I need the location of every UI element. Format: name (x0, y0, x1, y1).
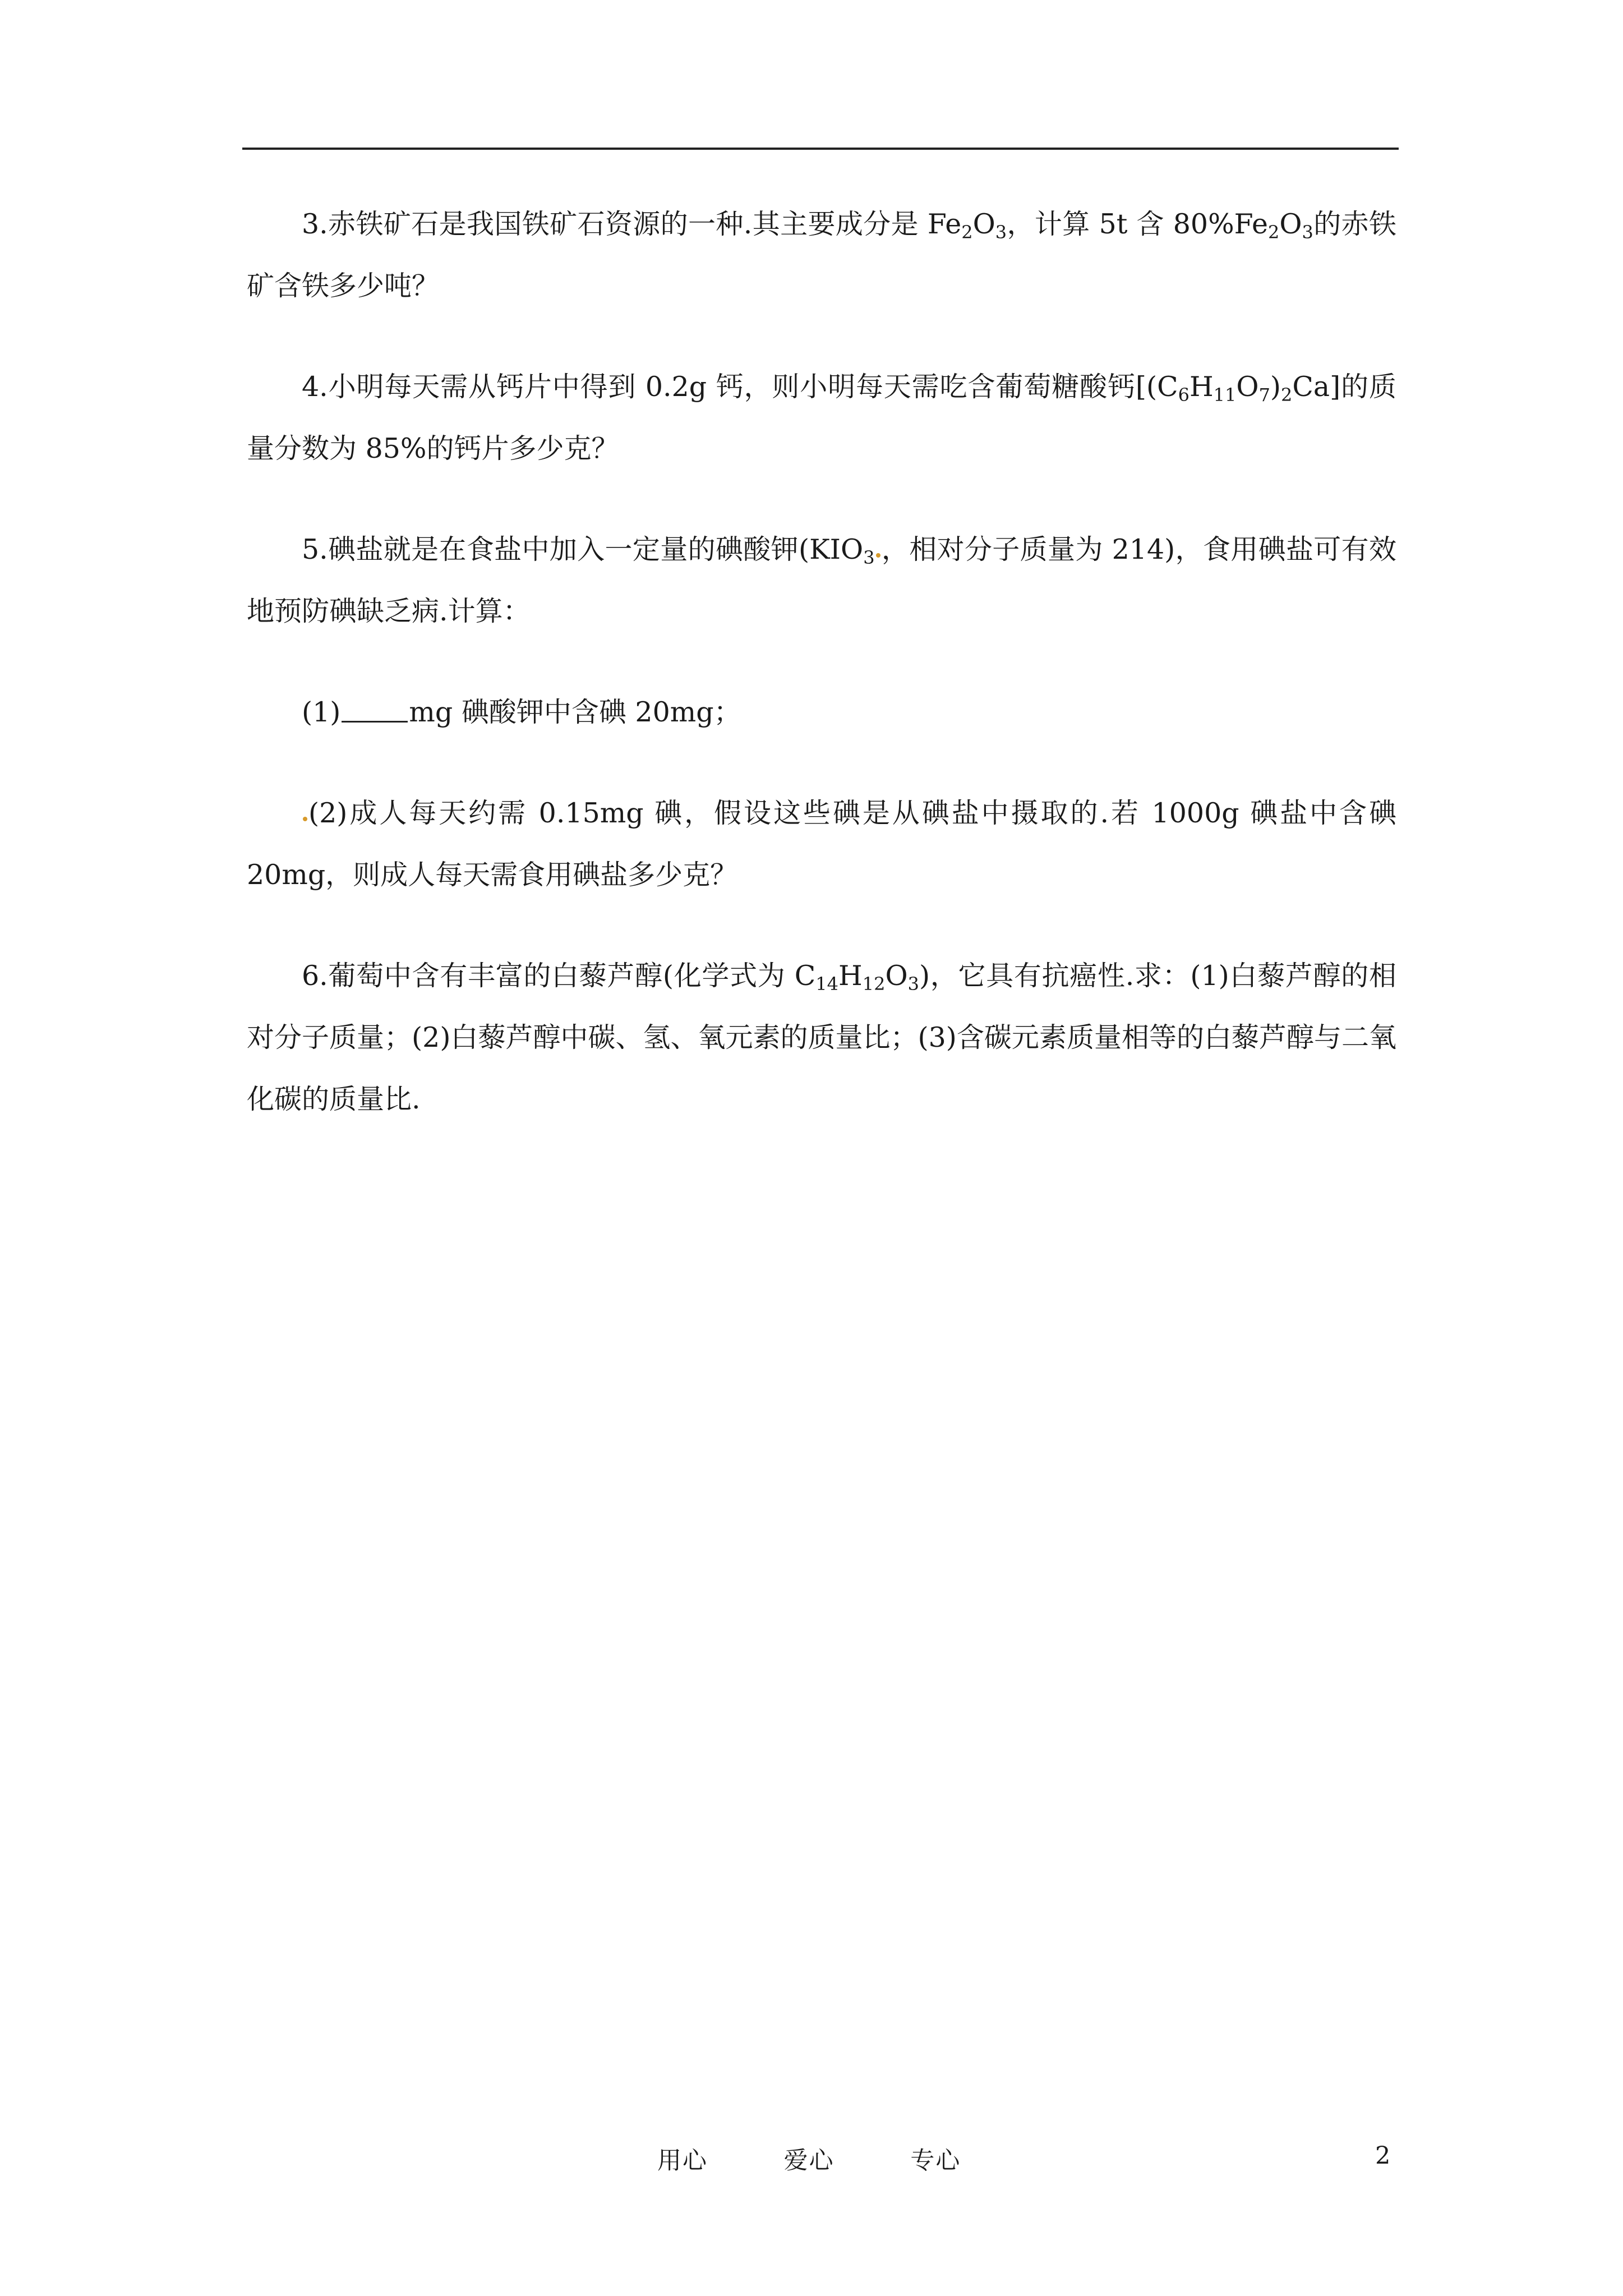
subscript: 3 (907, 973, 919, 995)
subscript: 12 (862, 973, 886, 995)
formula-part: O (1236, 371, 1259, 403)
problem-5-text: 5.碘盐就是在食盐中加入一定量的碘酸钾(KIO (302, 533, 864, 565)
stray-dot-mark (876, 553, 880, 558)
problem-5-part-1 (247, 682, 1396, 743)
subscript: 11 (1213, 384, 1237, 406)
part-label: (1) (302, 696, 341, 728)
problem-4-text: Ca]的质量分数为 85%的钙片多少克？ (247, 371, 1396, 464)
page-number: 2 (1375, 2142, 1391, 2170)
problem-5-part-2-text: (2)成人每天约需 0.15mg 碘，假设这些碘是从碘盐中摄取的.若 1000g 碘盐中含碘 20mg，则成人每天需食用碘盐多少克？ (247, 797, 1396, 891)
page-footer (0, 2142, 1623, 2175)
formula-part: O (972, 208, 995, 240)
problem-5-part-2 (247, 783, 1396, 906)
problem-3-text: ，计算 5t 含 80%Fe (1007, 208, 1268, 240)
subscript: 2 (961, 222, 973, 243)
subscript: 3 (995, 222, 1007, 243)
problem-6-text: )，它具有抗癌性.求：(1)白藜芦醇的相对分子质量；(2)白藜芦醇中碳、氢、氧元素的质量比；(3)含碳元素质量相等的白藜芦醇与二氧化碳的质量比. (247, 960, 1396, 1115)
footer-slogan (657, 2142, 1028, 2176)
stray-dot-mark (303, 817, 307, 821)
subscript: 3 (1302, 222, 1313, 243)
formula-part: H (838, 960, 863, 992)
problem-6 (247, 945, 1396, 1130)
slogan-word: 爱心 (783, 2147, 834, 2175)
slogan-word: 专心 (910, 2147, 961, 2175)
problem-4-text: 4.小明每天需从钙片中得到 0.2g 钙，则小明每天需吃含葡萄糖酸钙[(C (302, 371, 1178, 403)
formula-part: O (1279, 208, 1302, 240)
formula-part: H (1189, 371, 1214, 403)
problem-5-text: ，相对分子质量为 214)，食用碘盐可有效地预防碘缺乏病.计算： (247, 533, 1397, 627)
problem-4 (247, 356, 1396, 480)
answer-blank (342, 701, 408, 723)
problem-3-text: 的赤铁矿含铁多少吨？ (247, 208, 1396, 302)
subscript: 2 (1281, 384, 1293, 406)
slogan-word: 用心 (657, 2147, 708, 2175)
problem-list (247, 194, 1396, 1170)
subscript: 3 (863, 547, 875, 568)
problem-3-text: 3.赤铁矿石是我国铁矿石资源的一种.其主要成分是 Fe (302, 208, 962, 240)
subscript: 14 (815, 973, 838, 995)
header-rule (242, 148, 1399, 150)
subscript: 6 (1178, 384, 1189, 406)
problem-5-part-1-text: mg 碘酸钾中含碘 20mg； (409, 696, 741, 728)
subscript: 7 (1258, 384, 1270, 406)
problem-5 (247, 519, 1396, 642)
formula-part: ) (1270, 371, 1281, 403)
problem-3 (247, 194, 1396, 317)
problem-6-text: 6.葡萄中含有丰富的白藜芦醇(化学式为 C (302, 960, 816, 992)
formula-part: O (885, 960, 908, 992)
subscript: 2 (1267, 222, 1280, 243)
